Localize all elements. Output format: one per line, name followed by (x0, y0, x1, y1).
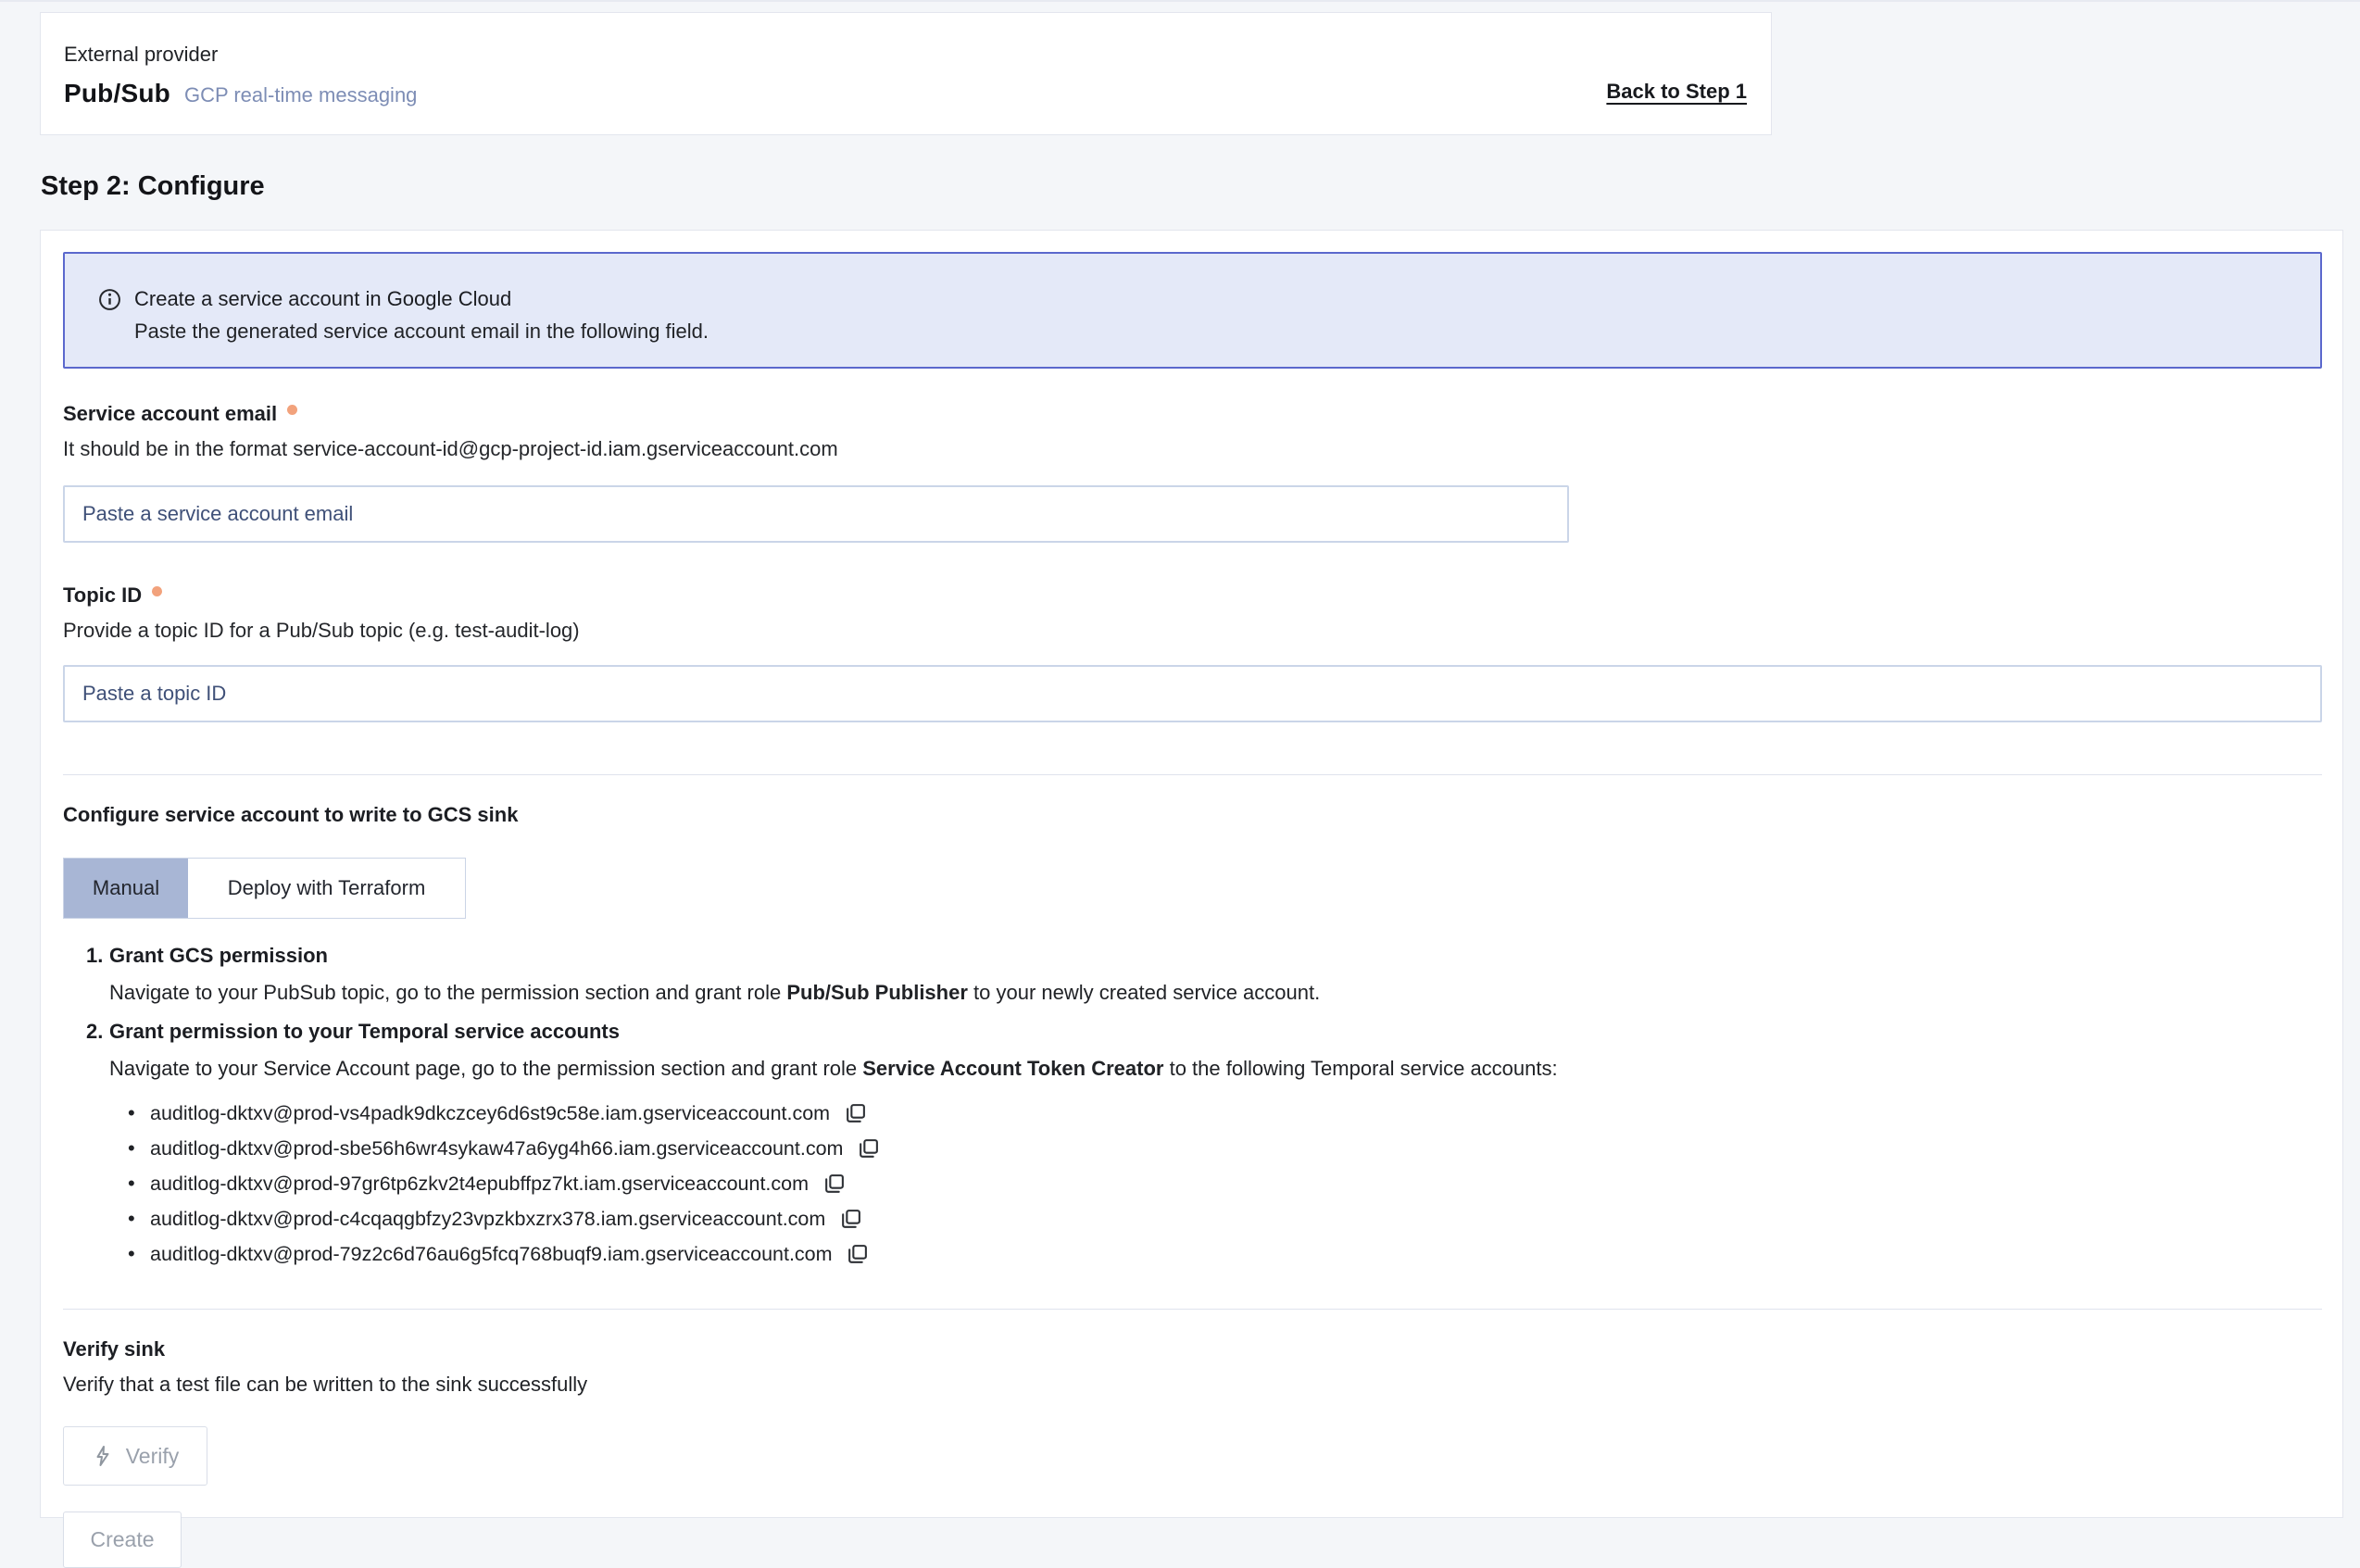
copy-icon[interactable] (836, 1205, 864, 1233)
tab-deploy-with-terraform[interactable]: Deploy with Terraform (188, 859, 465, 918)
bullet: • (128, 1207, 135, 1230)
step-1-title-text: Grant GCS permission (109, 944, 328, 967)
bullet: • (128, 1242, 135, 1265)
list-item (128, 1096, 2321, 1131)
step-1-title (86, 944, 2321, 968)
copy-icon[interactable] (854, 1135, 882, 1162)
verify-sink-title: Verify sink (63, 1337, 166, 1361)
service-account-email-label: Service account email (63, 402, 278, 425)
section-divider (63, 774, 2322, 775)
section-divider (63, 1309, 2322, 1310)
step-2-text-b: to the following Temporal service accounts: (1163, 1057, 1558, 1080)
info-alert-description: Paste the generated service account email in the following field. (134, 320, 709, 343)
info-alert-title-row (98, 287, 2320, 311)
service-account-email-3: auditlog-dktxv@prod-c4cqaqgbfzy23vpzkbxzrx378.iam.gserviceaccount.com (150, 1207, 826, 1230)
step-2-text-a: Navigate to your Service Account page, go to the permission section and grant role (109, 1057, 863, 1080)
step-1-number: 1. (86, 944, 104, 967)
bullet: • (128, 1172, 135, 1195)
service-account-email-4: auditlog-dktxv@prod-79z2c6d76au6g5fcq768buqf9.iam.gserviceaccount.com (150, 1242, 833, 1265)
step-1-role-name: Pub/Sub Publisher (786, 981, 968, 1004)
lightning-icon (92, 1445, 114, 1467)
bullet: • (128, 1101, 135, 1124)
top-divider (0, 0, 2360, 2)
service-account-email-input[interactable] (63, 485, 1569, 543)
verify-button-label: Verify (125, 1443, 180, 1468)
info-alert (63, 252, 2322, 369)
step-2-title-text: Grant permission to your Temporal service accounts (109, 1020, 620, 1043)
instruction-steps (86, 944, 2321, 1272)
tab-manual[interactable]: Manual (64, 859, 188, 918)
step-1-body (109, 981, 2321, 1005)
topic-id-input[interactable] (63, 665, 2322, 722)
copy-icon[interactable] (820, 1170, 847, 1198)
back-to-step-1-link[interactable]: Back to Step 1 (1606, 80, 1747, 103)
step-2-number: 2. (86, 1020, 104, 1043)
step-2-role-name: Service Account Token Creator (862, 1057, 1164, 1080)
list-item (128, 1166, 2321, 1201)
copy-icon[interactable] (844, 1240, 872, 1268)
topic-id-helper: Provide a topic ID for a Pub/Sub topic (e.g. test-audit-log) (63, 619, 580, 642)
info-icon (98, 288, 121, 311)
deploy-method-tabs (63, 858, 466, 919)
create-button[interactable] (63, 1512, 182, 1568)
external-provider-label: External provider (64, 43, 219, 66)
verify-button[interactable] (63, 1426, 207, 1486)
topic-id-label-row (63, 583, 2321, 608)
step-1-text-a: Navigate to your PubSub topic, go to the permission section and grant role (109, 981, 787, 1004)
provider-subtitle: GCP real-time messaging (183, 83, 418, 107)
required-dot (152, 586, 162, 596)
bullet: • (128, 1136, 135, 1160)
copy-icon[interactable] (841, 1099, 869, 1127)
info-alert-title: Create a service account in Google Cloud (134, 287, 512, 310)
page-title: Step 2: Configure (41, 171, 265, 201)
verify-sink-description: Verify that a test file can be written to the sink successfully (63, 1373, 588, 1396)
service-account-email-helper: It should be in the format service-account-id@gcp-project-id.iam.gserviceaccount.com (63, 437, 838, 460)
service-account-email-1: auditlog-dktxv@prod-sbe56h6wr4sykaw47a6yg4h66.iam.gserviceaccount.com (150, 1136, 844, 1160)
create-button-label: Create (90, 1527, 155, 1551)
list-item (128, 1236, 2321, 1272)
list-item (128, 1201, 2321, 1236)
provider-row (64, 79, 1748, 108)
topic-id-label: Topic ID (63, 583, 143, 607)
required-dot (287, 405, 297, 415)
configure-card (40, 230, 2343, 1551)
configure-section-title: Configure service account to write to GCS sink (63, 803, 519, 826)
step-1-text-b: to your newly created service account. (967, 981, 1321, 1004)
service-account-email-2: auditlog-dktxv@prod-97gr6tp6zkv2t4epubffpz7kt.iam.gserviceaccount.com (150, 1172, 810, 1195)
provider-name: Pub/Sub (64, 79, 170, 107)
service-account-email-label-row (63, 402, 2321, 426)
service-account-email-0: auditlog-dktxv@prod-vs4padk9dkczcey6d6st9c58e.iam.gserviceaccount.com (150, 1101, 831, 1124)
provider-header-card (40, 12, 1772, 135)
list-item (128, 1131, 2321, 1166)
step-2-title (86, 1020, 2321, 1044)
step-2-body (109, 1057, 2321, 1081)
service-account-list (128, 1096, 2321, 1272)
